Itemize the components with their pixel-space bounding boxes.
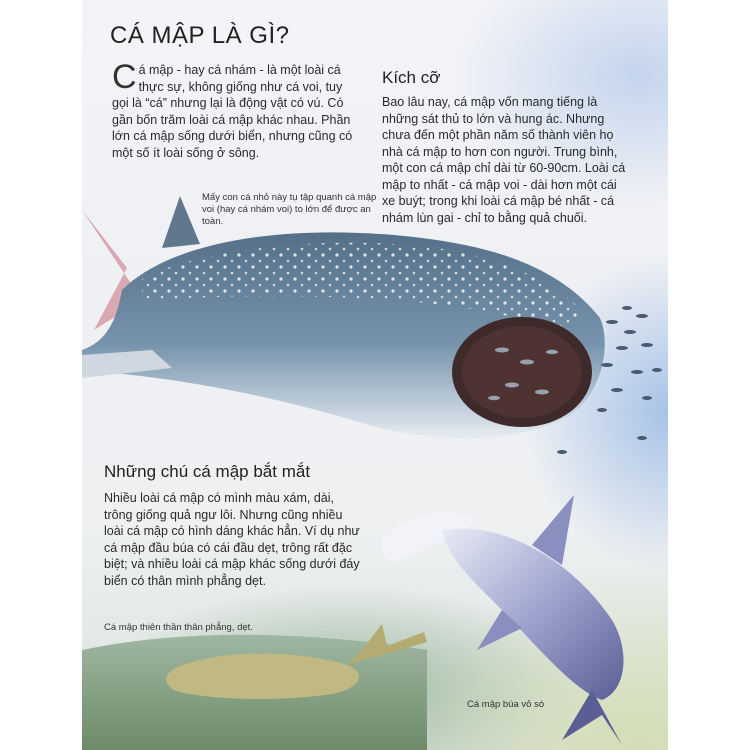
whale-shark-illustration xyxy=(82,196,662,454)
eye-catching-heading: Những chú cá mập bắt mắt xyxy=(104,462,311,481)
size-heading: Kích cỡ xyxy=(382,68,441,87)
book-page xyxy=(82,0,668,750)
whale-shark-caption: Mấy con cá nhỏ này tụ tập quanh cá mập voi (hay cá nhám voi) to lớn để được an toàn. xyxy=(202,192,377,227)
angel-shark-caption: Cá mập thiên thần thân phẳng, dẹt. xyxy=(104,622,253,633)
eye-catching-paragraph: Nhiều loài cá mập có mình màu xám, dài, trông giống quả ngư lôi. Nhưng cũng nhiều loài cá mập có hình dáng khác hẳn. Ví dụ như cá mập đầu búa có cái đầu dẹt, trông rất đặc biệt; và nhiều loài cá mập khác sống dưới đáy biển có thân mình phẳng dẹt. xyxy=(104,491,360,588)
angel-shark-illustration xyxy=(82,624,427,750)
intro-text: á mập - hay cá nhám - là một loài cá thực sự, không giống như cá voi, tuy gọi là “cá” nhưng lại là động vật có vú. Có gần bốn trăm loài cá mập khác nhau. Phần lớn cá mập sống dưới biển, nhưng cũng có một số ít loài sống ở sông. xyxy=(112,63,353,160)
whale-dorsal-fin xyxy=(162,196,200,248)
hammerhead-body xyxy=(442,528,623,700)
intro-paragraph xyxy=(112,58,357,161)
intro-dropcap: C xyxy=(112,58,137,96)
hammerhead-tail xyxy=(562,690,622,745)
hammerhead-caption: Cá mập búa vỏ sò xyxy=(467,699,545,710)
page-title: CÁ MẬP LÀ GÌ? xyxy=(110,22,290,49)
size-paragraph: Bao lâu nay, cá mập vốn mang tiếng là những sát thủ to lớn và hung ác. Nhưng chưa đến một phần năm số thành viên họ nhà cá mập to hơn con người. Trung bình, một con cá mập chỉ dài từ 60-90cm. Loài cá mập to nhất - cá mập voi - dài hơn một cái xe buýt; trong khi loài cá mập bé nhất - cá nhám lùn gai - chỉ to bằng quả chuối. xyxy=(382,95,626,225)
